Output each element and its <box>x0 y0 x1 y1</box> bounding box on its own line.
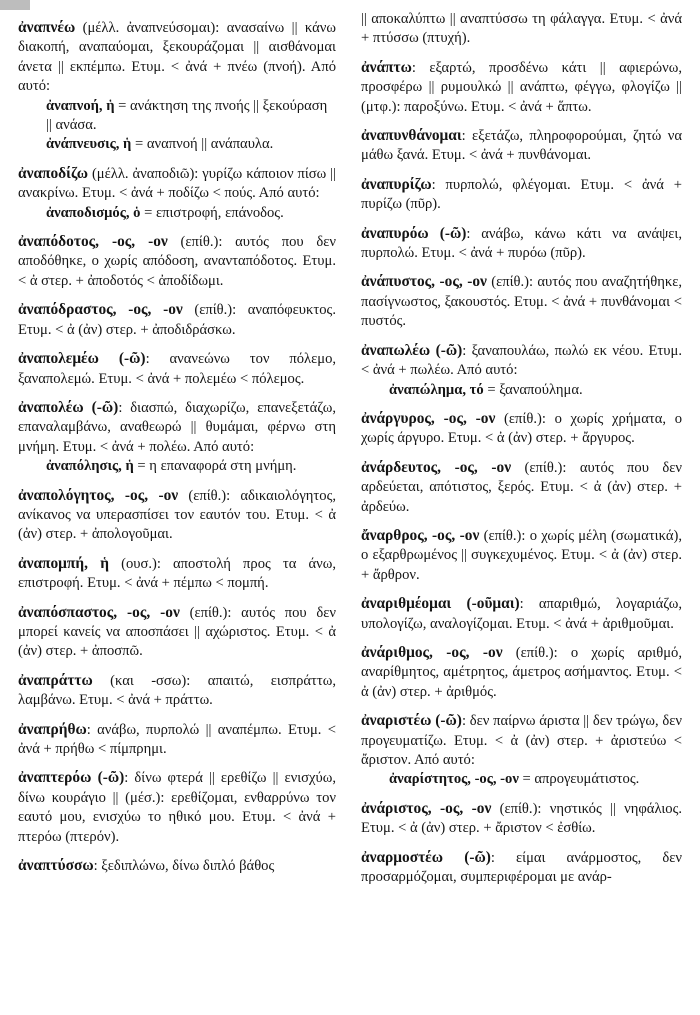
entry-definition: : ανάβω, κάνω κάτι να ανάψει, πυρπολώ. Ετυμ. < ἀνά + πυρόω (πῦρ). <box>361 225 682 262</box>
derived-definition: = ανάκτηση της πνοής || ξεκούραση || ανάσα. <box>46 97 328 134</box>
dictionary-entry <box>18 856 336 876</box>
dictionary-entry <box>18 720 336 760</box>
right-column <box>361 10 682 896</box>
entry-definition: (μέλλ. ἀναποδιῶ): γυρίζω κάποιον πίσω || ανακρίνω. Ετυμ. < ἀνά + ποδίζω < πούς. Από αυτό: <box>18 165 336 202</box>
entry-headword: ἀναπόσπαστος, -ος, -ον <box>18 603 180 621</box>
entry-definition: (επίθ.): ο χωρίς αριθμό, αναρίθμητος, αμέτρητος, άμετρος ασήμαντος. Ετυμ. < ἀ (ἀν) στερ. + ἀριθμός. <box>361 644 682 700</box>
entry-definition: (επίθ.): αναπόφευκτος. Ετυμ. < ἀ (ἀν) στερ. + ἀποδιδράσκω. <box>18 302 336 338</box>
entry-definition: (επίθ.): αυτός που αναζητήθηκε, πασίγνωστος, ξακουστός. Ετυμ. < ἀνά + πυνθάνομαι < πυστός. <box>361 274 682 330</box>
entry-definition: : ανάβω, πυρπολώ || αναπέμπω. Ετυμ. < ἀνά + πρήθω < πίμπρημι. <box>18 721 336 757</box>
entry-definition: (επίθ.): ο χωρίς χρήματα, ο χωρίς άργυρο. Ετυμ. < ἀ (ἀν) στερ. + ἄργυρος. <box>361 410 682 447</box>
entry-headword: ἀνάπυστος, -ος, -ον <box>361 273 487 291</box>
entry-definition: (επίθ.): αδικαιολόγητος, ανίκανος να υπερασπίσει τον εαυτόν του. Ετυμ. < ἀ (ἀν) στερ. + ἀπολογοῦμαι. <box>18 487 336 543</box>
entry-definition: (επίθ.): νηστικός || νηφάλιος. Ετυμ. < ἀ (ἀν) στερ. + ἄριστον < ἐσθίω. <box>361 800 682 837</box>
entry-headword: ἀναπωλέω (-ῶ) <box>361 341 463 359</box>
entry-headword: ἀνάρδευτος, -ος, -ον <box>361 458 512 476</box>
derived-headword: ἀναπώλημα, τό <box>389 381 484 398</box>
entry-definition: (επίθ.): αυτός που δεν μπορεί κανείς να αποσπάσει || αχώριστος. Ετυμ. < ἀ (ἀν) στερ. + ἀποσπῶ. <box>18 604 336 660</box>
entry-headword: ἀναπυρόω (-ῶ) <box>361 224 467 242</box>
dictionary-entry <box>18 18 336 155</box>
entry-headword: ἀναπολόγητος, -ος, -ον <box>18 486 179 504</box>
dictionary-entry <box>361 341 682 400</box>
entry-headword: ἀνάριθμος, -ος, -ον <box>361 643 503 661</box>
dictionary-entry <box>18 398 336 477</box>
entry-definition: : ανανεώνω τον πόλεμο, ξαναπολεμώ. Ετυμ. < ἀνά + πολεμέω < πόλεμος. <box>18 351 337 387</box>
entry-headword: ἀναριστέω (-ῶ) <box>361 712 462 730</box>
entry-definition: || αποκαλύπτω || αναπτύσσω τη φάλαγγα. Ετυμ. < ἀνά + πτύσσω (πτυχή). <box>361 11 682 47</box>
derived-entry <box>18 204 336 223</box>
dictionary-entry <box>361 272 682 331</box>
entry-headword: ἀναπόδραστος, -ος, -ον <box>18 301 183 319</box>
derived-entry <box>361 770 682 789</box>
derived-headword: ἀναρίστητος, -ος, -ον <box>389 771 519 788</box>
entry-definition: : απαριθμώ, λογαριάζω, υπολογίζω, αναλογίζομαι. Ετυμ. < ἀνά + ἀριθμοῦμαι. <box>361 596 682 632</box>
dictionary-entry <box>361 848 682 888</box>
dictionary-entry <box>361 458 682 517</box>
entry-definition: : είμαι ανάρμοστος, δεν προσαρμόζομαι, συμπεριφέρομαι με ανάρ- <box>361 849 682 886</box>
derived-entry <box>361 381 682 400</box>
dictionary-entry <box>361 10 682 49</box>
entry-headword: ἀναπνέω <box>18 19 76 36</box>
entry-headword: ἀναριθμέομαι (-οῦμαι) <box>361 595 520 613</box>
derived-headword: ἀνάπνευσις, ἡ <box>46 136 132 153</box>
derived-headword: ἀναπνοή, ἡ <box>46 97 115 114</box>
entry-definition: : διασπώ, διαχωρίζω, επανεξετάζω, επαναλαμβάνω, αναθεωρώ || θυμάμαι, φέρνω στη μνήμη. Ετυμ. < ἀνά + πολέω. Από αυτό: <box>18 399 336 455</box>
derived-headword: ἀναπόλησις, ἡ <box>46 458 134 475</box>
entry-headword: ἀναποδίζω <box>18 164 89 182</box>
derived-definition: = η επαναφορά στη μνήμη. <box>133 458 297 475</box>
entry-headword: ἀνάργυρος, -ος, -ον <box>361 409 496 427</box>
entry-definition: (ουσ.): αποστολή προς τα άνω, επιστροφή. Ετυμ. < ἀνά + πέμπω < πομπή. <box>18 555 336 592</box>
entry-headword: ἀνάριστος, -ος, -ον <box>361 799 492 817</box>
dictionary-entry <box>18 554 336 594</box>
entry-definition: (μέλλ. ἀναπνεύσομαι): ανασαίνω || κάνω διακοπή, αναπαύομαι, ξεκουράζομαι || αισθάνομαι άνετα || εκπέμπω. Ετυμ. < ἀνά + πνέω (πνοή). Από αυτό: <box>18 20 336 95</box>
dictionary-entry <box>361 224 682 264</box>
entry-definition: : πυρπολώ, φλέγομαι. Ετυμ. < ἀνά + πυρίζω (πῦρ). <box>361 176 682 213</box>
dictionary-entry <box>361 799 682 839</box>
derived-definition: = απρογευμάτιστος. <box>518 771 640 788</box>
dictionary-entry <box>361 526 682 585</box>
dictionary-entry <box>18 768 336 847</box>
derived-definition: = επιστροφή, επάνοδος. <box>140 204 284 221</box>
derived-entry <box>18 457 336 476</box>
dictionary-entry <box>361 409 682 449</box>
dictionary-entry <box>18 164 336 223</box>
dictionary-entry <box>18 349 336 389</box>
dictionary-entry <box>18 232 336 291</box>
page-corner-mark <box>0 0 30 10</box>
entry-headword: ἄναρθρος, -ος, -ον <box>361 526 480 544</box>
dictionary-entry <box>361 711 682 790</box>
entry-headword: ἀναπολεμέω (-ῶ) <box>18 350 146 368</box>
entry-headword: ἀναπυρίζω <box>361 175 432 193</box>
entry-headword: ἀναπόδοτος, -ος, -ον <box>18 233 168 251</box>
dictionary-entry <box>361 126 682 166</box>
dictionary-entry <box>361 594 682 634</box>
dictionary-entry <box>18 671 336 711</box>
dictionary-entry <box>361 175 682 215</box>
entry-definition: (επίθ.): ο χωρίς μέλη (σωματικά), ο εξαρθρωμένος || συγκεχυμένος. Ετυμ. < ἀ (ἀν) στερ. + ἄρθρον. <box>361 527 682 583</box>
dictionary-entry <box>361 643 682 702</box>
entry-definition: (επίθ.): αυτός που δεν αρδεύεται, απότιστος, ξερός. Ετυμ. < ἀ (ἀν) στερ. + ἀρδεύω. <box>361 459 682 515</box>
entry-definition: (επίθ.): αυτός που δεν αποδόθηκε, ο χωρίς απόδοση, ανανταπόδοτος. Ετυμ. < ἀ στερ. + ἀποδοτός < ἀποδίδωμι. <box>18 234 336 289</box>
entry-definition: : δεν παίρνω άριστα || δεν τρώγω, δεν προγευματίζω. Ετυμ. < ἀ (ἀν) στερ. + ἀριστεύω < ἄριστον. Από αυτό: <box>361 713 682 768</box>
dictionary-entry <box>18 486 336 545</box>
derived-definition: = αναπνοή || ανάπαυλα. <box>131 136 274 153</box>
derived-headword: ἀναποδισμός, ὁ <box>46 204 141 221</box>
entry-headword: ἀναπτύσσω <box>18 857 94 875</box>
entry-definition: : ξαναπουλάω, πωλώ εκ νέου. Ετυμ. < ἀνά + πωλέω. Από αυτό: <box>361 342 682 379</box>
entry-definition: : εξετάζω, πληροφορούμαι, ζητώ να μάθω ξανά. Ετυμ. < ἀνά + πυνθάνομαι. <box>361 128 682 164</box>
entry-headword: ἀνάπτω <box>361 58 412 76</box>
dictionary-entry <box>361 58 682 117</box>
entry-definition: : ξεδιπλώνω, δίνω διπλό βάθος <box>93 858 275 875</box>
derived-entry <box>18 135 336 154</box>
entry-definition: (και -σσω): απαιτώ, εισπράττω, λαμβάνω. Ετυμ. < ἀνά + πράττω. <box>18 672 336 709</box>
entry-headword: ἀναπολέω (-ῶ) <box>18 398 119 416</box>
derived-entry <box>18 97 336 136</box>
entry-headword: ἀναπρήθω <box>18 720 87 738</box>
entry-definition: : δίνω φτερά || ερεθίζω || ενισχύω, δίνω κουράγιο || (μέσ.): ερεθίζομαι, ενθαρρύνω τον εαυτό μου, ενισχύω το ηθικό μου. Ετυμ. < ἀνά + πτερόω (πτερόν). <box>18 770 336 845</box>
entry-headword: ἀναπτερόω (-ῶ) <box>18 769 125 787</box>
left-column <box>18 18 336 885</box>
dictionary-entry <box>18 603 336 662</box>
entry-headword: ἀναρμοστέω (-ῶ) <box>361 848 491 866</box>
entry-definition: : εξαρτώ, προσδένω κάτι || αφιερώνω, προσφέρω || ρυμουλκώ || ανάπτω, φέγγω, φλογίζω || (μτφ.): παροξύνω. Ετυμ. < ἀνά + ἅπτω. <box>361 59 682 115</box>
entry-headword: ἀναπυνθάνομαι <box>361 127 462 145</box>
entry-headword: ἀναπομπή, ἡ <box>18 554 109 572</box>
derived-definition: = ξαναπούλημα. <box>483 381 583 398</box>
entry-headword: ἀναπράττω <box>18 671 93 689</box>
dictionary-entry <box>18 300 336 340</box>
